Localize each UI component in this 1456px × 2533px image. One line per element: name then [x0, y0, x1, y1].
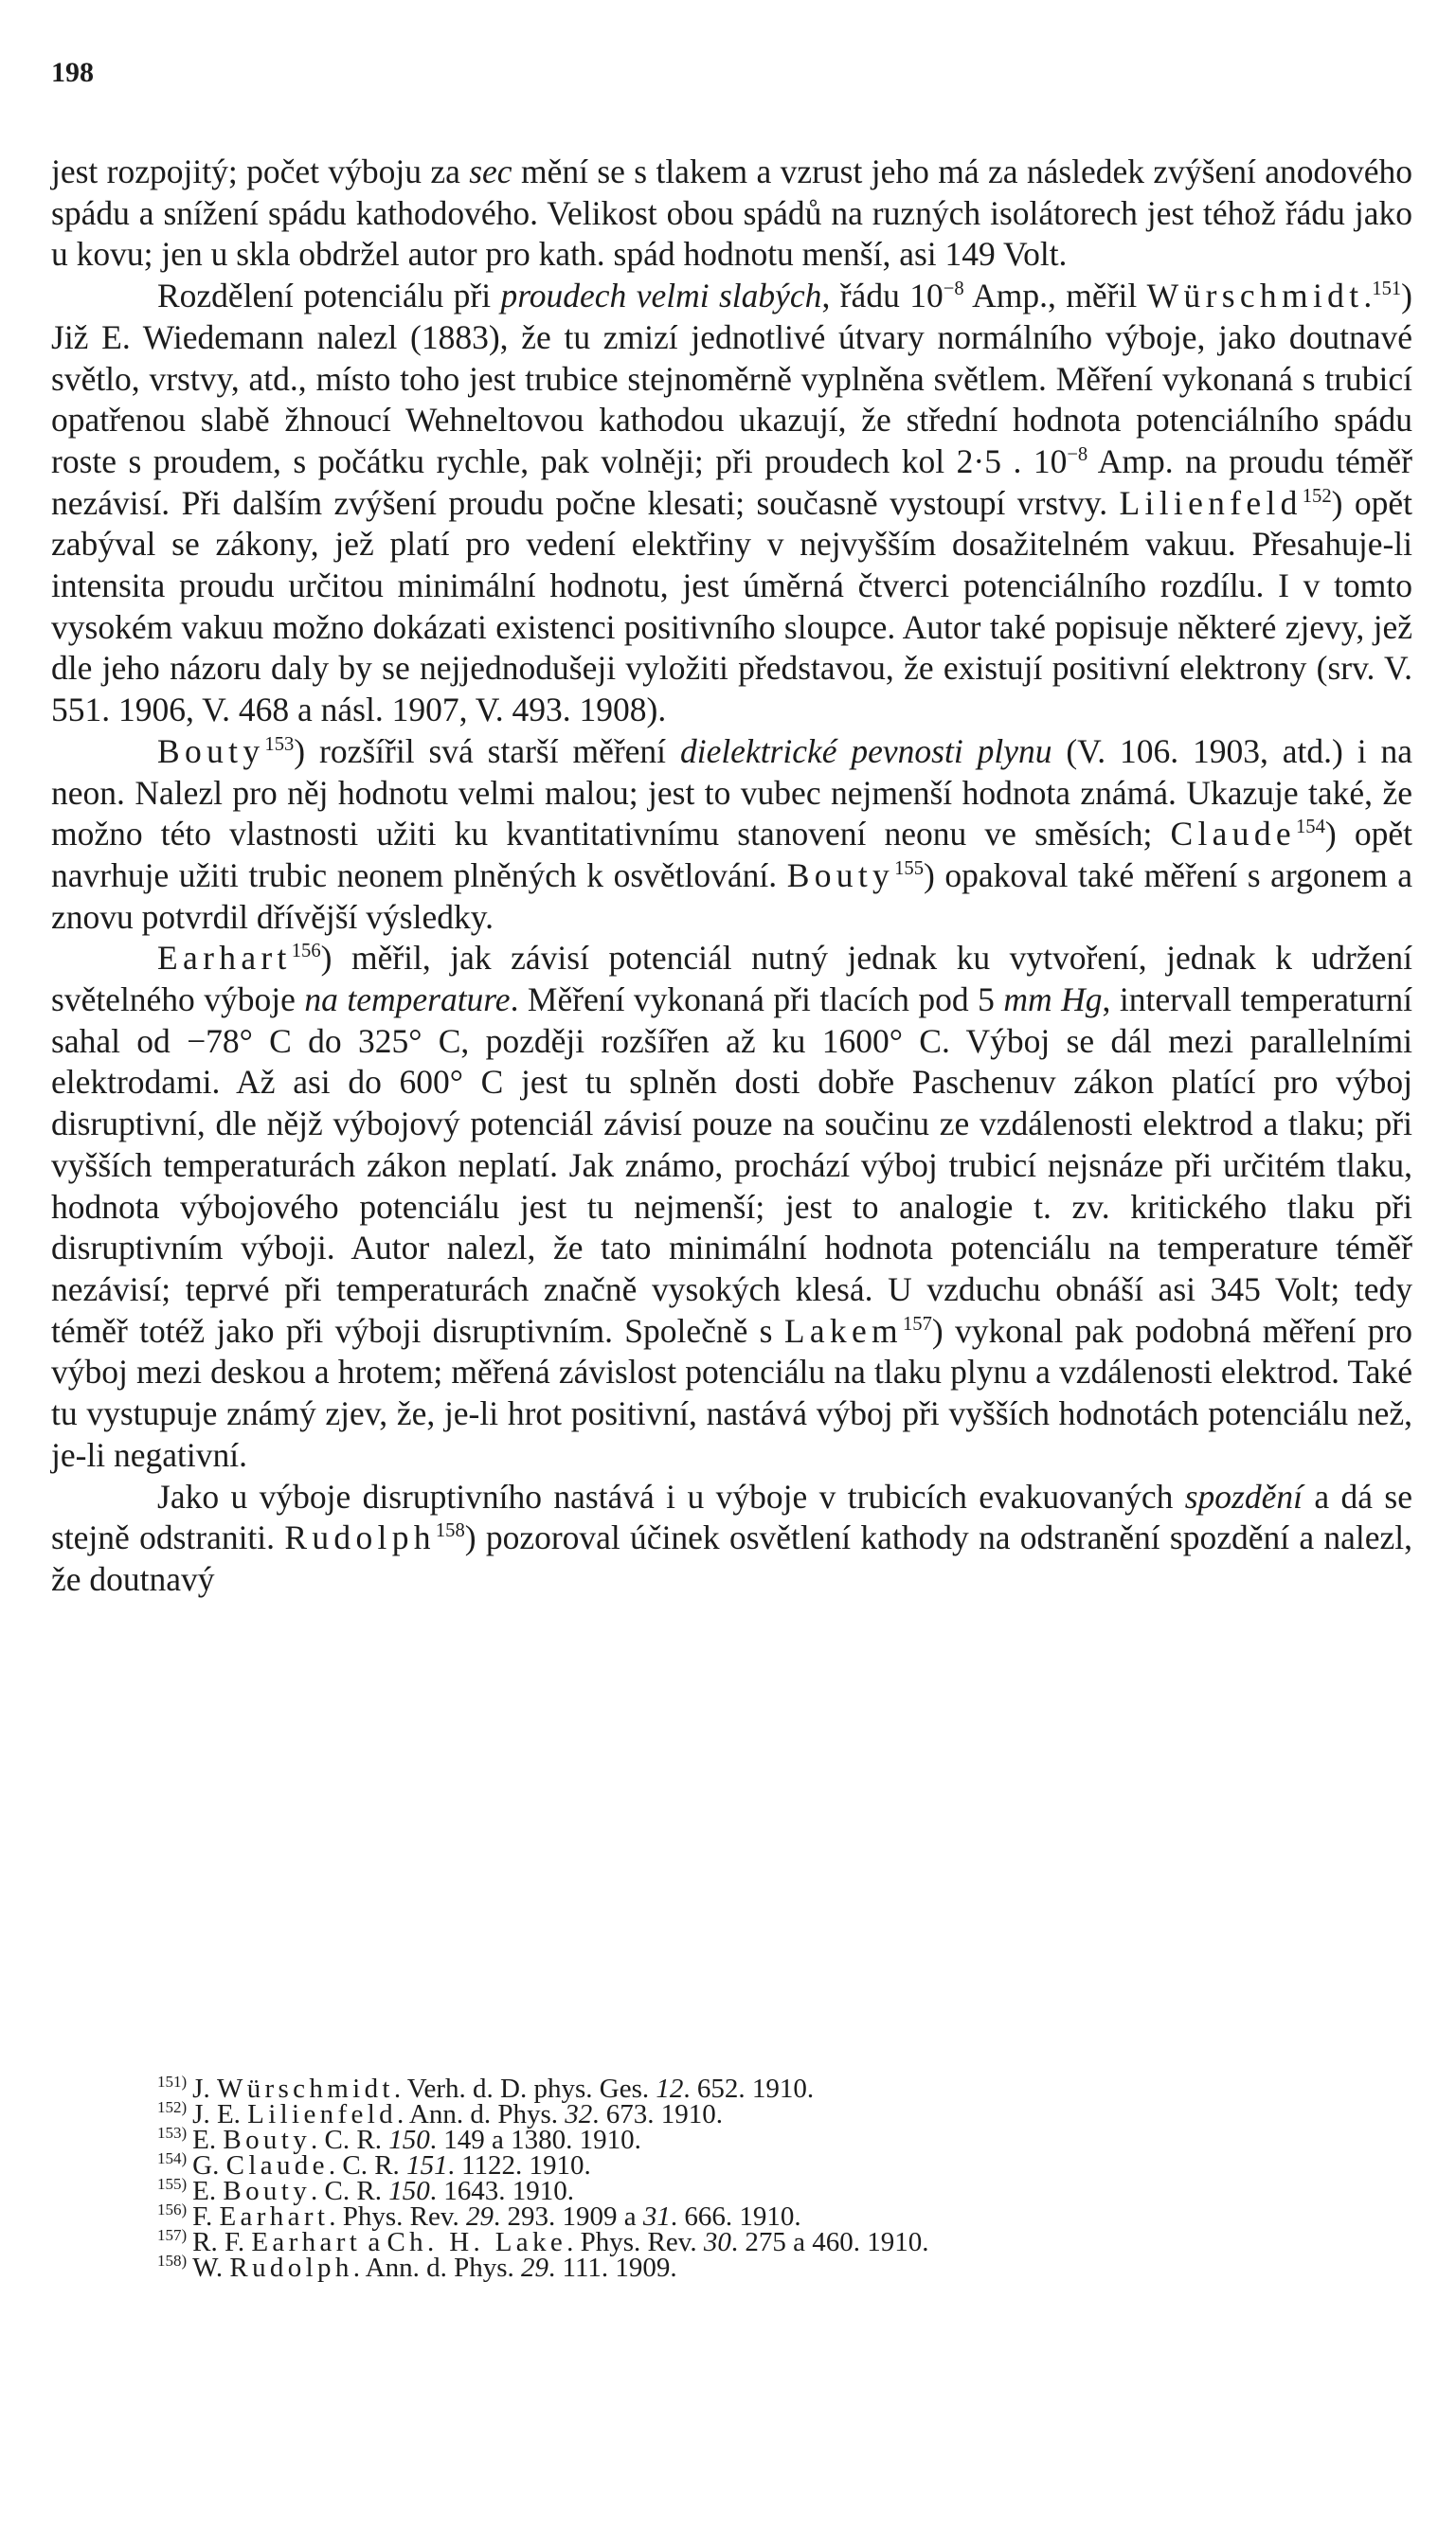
text-run: , řádu 10	[821, 277, 944, 315]
text-run: ) Již E. Wiedemann nalezl (1883), že tu zmizí jednotlivé útvary normálního výboje, jako doutnavé světlo, vrstvy, atd., místo toho jest trubice stejnoměrně vyplněna světlem. Měření vykonaná s trubicí opatřenou slabě žhnoucí Wehneltovou kathodou ukazují, že střední hodnota potenciálního spádu roste s proudem, s počátku rychle, pak volněji; při proudech kol 2·5 . 10	[51, 277, 1412, 480]
footnote	[157, 2124, 1417, 2155]
text-run: . Verh. d. D. phys. Ges.	[393, 2074, 656, 2104]
italic-text: spozdění	[1184, 1477, 1303, 1516]
footnote-number: 155)	[157, 2175, 188, 2194]
text-run: ) měřil, jak závisí potenciál nutný jednak ku vytvoření, jednak k udržení světelného výboje	[51, 939, 1412, 1019]
paragraph	[51, 152, 1412, 276]
text-run: . 111. 1909.	[548, 2253, 677, 2283]
text-run: J.	[192, 2074, 217, 2104]
text-run: . C. R.	[328, 2150, 407, 2181]
text-run: .	[1363, 277, 1373, 315]
footnote-number: 158)	[157, 2252, 188, 2271]
text-run: . 149 a 1380. 1910.	[429, 2125, 641, 2155]
footnote	[157, 2226, 1417, 2257]
text-run: a	[361, 2227, 387, 2257]
author-name: Würschmidt	[1146, 277, 1364, 315]
footnote-ref: 151	[1372, 278, 1402, 300]
text-run: . 666. 1910.	[670, 2201, 801, 2232]
footnote-number: 153)	[157, 2124, 188, 2143]
footnote-number: 152)	[157, 2098, 188, 2117]
text-run: ) opakoval také měření s argonem a znovu potvrdil dřívější výsledky.	[51, 855, 1412, 936]
text-run: W.	[192, 2253, 230, 2283]
italic-text: sec	[469, 153, 512, 190]
text-run: . 652. 1910.	[683, 2074, 815, 2104]
footnote-ref: 158	[435, 1520, 465, 1542]
text-run: mění se s tlakem a vzrust jeho má za následek zvýšení anodového spádu a snížení spádu kathodového. Velikost obou spádů na ruzných isolátorech jest téhož řádu jako u kovu; jen u skla obdržel autor pro kath. spád hodnotu menší, asi 149 Volt.	[51, 153, 1413, 274]
author-name: Earhart	[157, 939, 292, 978]
author-name: Bouty	[223, 2125, 312, 2155]
text-run: Rozdělení potenciálu při	[157, 277, 501, 315]
text-run: . C. R.	[311, 2125, 389, 2155]
footnote-number: 154)	[157, 2149, 188, 2168]
text-run: ) pozoroval účinek osvětlení kathody na odstranění spozdění a nalezl, že doutnavý	[51, 1518, 1413, 1598]
footnote	[157, 2073, 1417, 2104]
text-run: . Ann. d. Phys.	[397, 2099, 566, 2129]
author-name: Rudolph	[229, 2253, 353, 2283]
text-run: Amp., měřil	[963, 277, 1147, 315]
author-name: Bouty	[223, 2176, 312, 2206]
text-run: . C. R.	[311, 2176, 389, 2206]
page-number: 198	[51, 57, 94, 88]
text-run: E.	[192, 2125, 224, 2155]
author-name: Claude	[1170, 815, 1296, 853]
text-run: . 673. 1910.	[592, 2099, 724, 2129]
italic-text: 150	[388, 2125, 430, 2155]
text-run: ) rozšířil svá starší měření	[294, 731, 680, 770]
italic-text: na temperature	[304, 980, 511, 1019]
text-run: ) opět zabýval se zákony, jež platí pro vedení elektřiny v nejvyšším dosažitelném vakuu. Přesahuje-li intensita proudu určitou minimální hodnotu, jest úměrná čtverci potenciálního rozdílu. I v tomto vysokém vakuu možno dokázati existenci positivního sloupce. Autor také popisuje některé zjevy, jež dle jeho názoru daly by se nejjednodušeji vyložiti představou, že existují positivní elektrony (srv. V. 551. 1906, V. 468 a násl. 1907, V. 493. 1908).	[51, 483, 1412, 729]
author-name: Lakem	[783, 1311, 903, 1350]
text-run: . 293. 1909 a	[494, 2201, 643, 2232]
footnote-ref: 152	[1302, 485, 1332, 507]
footnote-ref: 156	[291, 941, 321, 962]
footnote-ref: 157	[903, 1313, 932, 1335]
text-run: E.	[192, 2176, 224, 2206]
footnote	[157, 2098, 1417, 2129]
footnotes	[157, 2073, 1417, 2283]
footnote	[157, 2252, 1417, 2283]
italic-text: 31	[642, 2201, 671, 2232]
author-name: Lilienfeld	[1119, 483, 1303, 522]
text-run: (V. 106. 1903, atd.) i na neon. Nalezl pro něj hodnotu velmi malou; jest to vubec nejmenší hodnota známá. Ukazuje také, že možno této vlastnosti užiti ku kvantitativnímu stanovení neonu ve směsích;	[51, 731, 1412, 853]
italic-text: 30	[703, 2227, 731, 2257]
text-run: Amp. na proudu téměř nezávisí. Při dalším zvýšení proudu počne klesati; současně vystoupí vrstvy.	[51, 441, 1412, 522]
footnote-ref: −8	[1067, 444, 1088, 466]
text-run: . Ann. d. Phys.	[352, 2253, 522, 2283]
footnote-ref: 154	[1296, 817, 1325, 838]
text-run: . Měření vykonaná při tlacích pod 5	[510, 980, 1004, 1019]
author-name: Claude	[225, 2150, 329, 2181]
author-name: Lilienfeld	[247, 2099, 398, 2129]
italic-text: 32	[565, 2099, 593, 2129]
author-name: Earhart	[219, 2201, 330, 2232]
footnote-number: 157)	[157, 2226, 188, 2245]
text-run: . 275 a 460. 1910.	[730, 2227, 929, 2257]
italic-text: 150	[388, 2176, 430, 2206]
text-run: Jako u výboje disruptivního nastává i u výboje v trubicích evakuovaných	[157, 1477, 1185, 1516]
text-run: R. F.	[192, 2227, 252, 2257]
footnote	[157, 2201, 1417, 2232]
text-run: F.	[192, 2201, 220, 2232]
text-run: G.	[192, 2150, 226, 2181]
italic-text: 12	[656, 2074, 684, 2104]
author-name: Rudolph	[284, 1518, 436, 1557]
text-run: ) opět navrhuje užiti trubic neonem plněných k osvětlování.	[51, 815, 1412, 894]
footnote-ref: −8	[943, 278, 964, 300]
footnote	[157, 2175, 1417, 2206]
author-name: Würschmidt	[216, 2074, 394, 2104]
paragraph	[51, 276, 1412, 731]
text-run: . Phys. Rev.	[566, 2227, 704, 2257]
italic-text: proudech velmi slabých	[500, 277, 822, 315]
footnote-number: 156)	[157, 2201, 188, 2219]
footnote-ref: 153	[264, 734, 295, 756]
paragraph	[51, 938, 1412, 1476]
author-name: Earhart	[251, 2227, 362, 2257]
italic-text: 29	[521, 2253, 549, 2283]
text-run: . Phys. Rev.	[329, 2201, 467, 2232]
italic-text: mm Hg	[1003, 980, 1103, 1019]
text-run: ) vykonal pak podobná měření pro výboj mezi deskou a hrotem; měřená závislost potenciálu na tlaku plynu a vzdálenosti elektrod. Také tu vystupuje známý zjev, že, je-li hrot positivní, nastává výboj při vyšších hodnotách potenciálu než, je-li negativní.	[51, 1311, 1412, 1474]
text-run: a dá se stejně odstraniti.	[51, 1477, 1412, 1557]
footnote-number: 151)	[157, 2073, 188, 2092]
italic-text: 151	[406, 2150, 448, 2181]
text-run: J. E.	[192, 2099, 248, 2129]
italic-text: dielektrické pevnosti plynu	[679, 731, 1052, 770]
author-name: Ch. H. Lake	[386, 2227, 567, 2257]
paragraph	[51, 1477, 1412, 1601]
footnote-ref: 155	[894, 858, 924, 880]
paragraph	[51, 731, 1412, 939]
text-run: jest rozpojitý; počet výboju za	[51, 153, 470, 190]
text-run: . 1122. 1910.	[447, 2150, 591, 2181]
text-run: . 1643. 1910.	[429, 2176, 574, 2206]
footnote	[157, 2149, 1417, 2181]
author-name: Bouty	[157, 731, 265, 770]
body-text	[51, 152, 1412, 1601]
italic-text: 29	[466, 2201, 494, 2232]
text-run: , intervall temperaturní sahal od −78° C do 325° C, později rozšířen až ku 1600° C. Výboj se dál mezi parallelními elektrodami. Až asi do 600° C jest tu splněn dosti dobře Paschenuv zákon platící pro výboj disruptivní, dle nějž výbojový potenciál závisí pouze na součinu ze vzdálenosti elektrod a tlaku; při vyšších temperaturách zákon neplatí. Jak známo, prochází výboj trubicí nejsnáze při určitém tlaku, hodnota výbojového potenciálu jest tu nejmenší; jest to analogie t. zv. kritického tlaku při disruptivním výboji. Autor nalezl, že tato minimální hodnota potenciálu na temperature téměř nezávisí; teprvé při temperaturách značně vysokých klesá. U vzduchu obnáší asi 345 Volt; tedy téměř totéž jako při výboji disruptivním. Společně s	[51, 980, 1412, 1350]
author-name: Bouty	[786, 855, 895, 894]
